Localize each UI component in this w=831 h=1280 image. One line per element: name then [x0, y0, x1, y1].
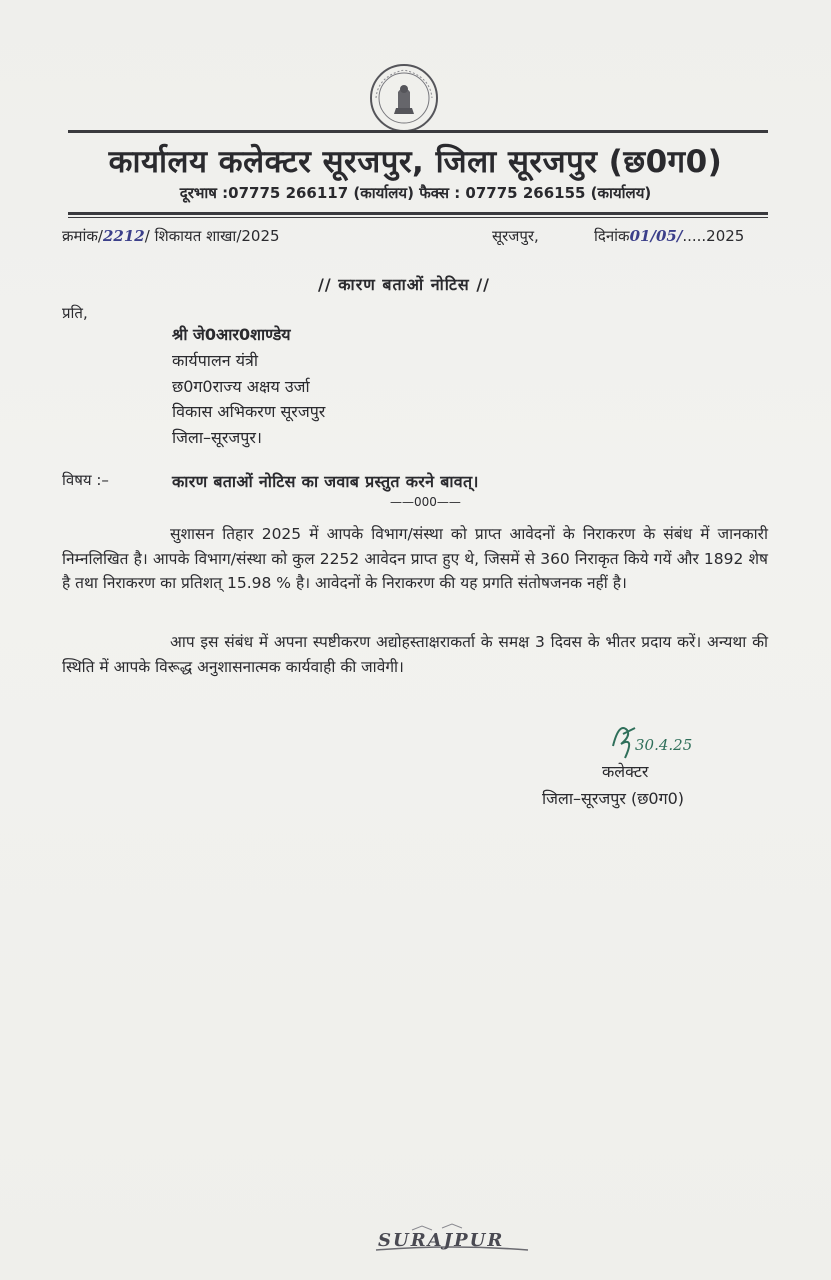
recipient-dept-line1: छ0ग0राज्य अक्षय उर्जा — [172, 377, 310, 396]
subject-label: विषय :– — [62, 471, 109, 489]
to-label: प्रति, — [62, 304, 88, 322]
recipient-dept-line2: विकास अभिकरण सूरजपुर — [172, 402, 326, 421]
issue-place: सूरजपुर, — [492, 227, 539, 245]
recipient-district: जिला–सूरजपुर। — [172, 428, 262, 447]
subject-separator: ——000—— — [390, 495, 461, 509]
notice-heading: // कारण बताओं नोटिस // — [318, 275, 491, 294]
signatory-designation: कलेक्टर — [602, 762, 649, 781]
header-bottom-rule-thin — [68, 217, 768, 218]
footer-logo: SURAJPUR — [372, 1222, 532, 1256]
recipient-name: श्री जे0आर0शाण्डेय — [172, 325, 291, 344]
issue-date: दिनांक01/05/.....2025 — [594, 227, 745, 245]
header-bottom-rule — [68, 212, 768, 215]
header-top-rule — [68, 130, 768, 133]
collector-signature — [605, 716, 725, 766]
reference-number: क्रमांक/2212/ शिकायत शाखा/2025 — [62, 227, 280, 245]
contact-line: दूरभाष :07775 266117 (कार्यालय) फैक्स : 07775 266155 (कार्यालय) — [179, 184, 652, 202]
state-emblem-icon — [358, 62, 450, 134]
handwritten-ref-number: 2212 — [102, 227, 145, 245]
office-title: कार्यालय कलेक्टर सूरजपुर, जिला सूरजपुर (छ0ग0) — [108, 144, 723, 180]
signatory-district: जिला–सूरजपुर (छ0ग0) — [542, 789, 685, 808]
body-paragraph-1: सुशासन तिहार 2025 में आपके विभाग/संस्था को प्राप्त आवेदनों के निराकरण के संबंध में जानकारी निम्नलिखित है। आपके विभाग/संस्था को कुल 2252 आवेदन प्राप्त हुए थे, जिसमें से 360 निराकृत किये गयें और 1892 शेष है तथा निराकरण का प्रतिशत् 15.98 % है। आवेदनों के निराकरण की यह प्रगति संतोषजनक नहीं है। — [62, 525, 768, 592]
signature-date: 30.4.25 — [635, 736, 693, 754]
body-paragraph-2: आप इस संबंध में अपना स्पष्टीकरण अद्योहस्ताक्षराकर्ता के समक्ष 3 दिवस के भीतर प्रदाय करें। अन्यथा की स्थिति में आपके विरूद्ध अनुशासनात्मक कार्यवाही की जावेगी। — [62, 633, 768, 676]
subject-text: कारण बताओं नोटिस का जवाब प्रस्तुत करने बावत्। — [172, 472, 479, 491]
recipient-designation: कार्यपालन यंत्री — [172, 351, 259, 370]
handwritten-date: 01/05/ — [629, 227, 683, 245]
